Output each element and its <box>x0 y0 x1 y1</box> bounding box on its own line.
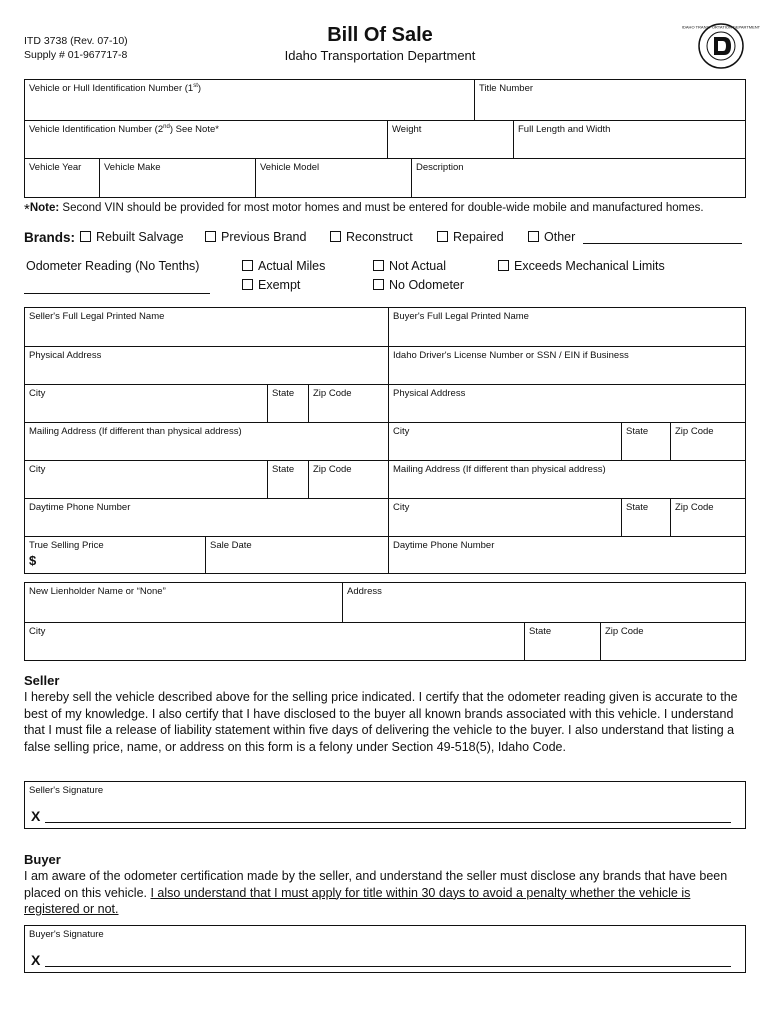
seller-certification-text: I hereby sell the vehicle described above for the selling price indicated. I certify that the odometer reading given is accurate to the best of my knowledge. I also certify that I have disclosed to the buyer all known brands associated with this vehicle. I understand that I must file a release of liability statement within five days of delivering the vehicle to the buyer. I also understand that listing a false selling price, name, or address on this form is a felony under Section 49-518(5), Idaho Code. <box>24 690 738 754</box>
buyer-state-field[interactable] <box>621 422 670 460</box>
checkbox[interactable] <box>528 231 539 242</box>
buyer-mailing-city-field[interactable] <box>388 498 621 536</box>
odo-not-actual[interactable]: Not Actual <box>373 259 446 273</box>
vehicle-make-label: Vehicle Make <box>104 162 161 173</box>
itd-seal-logo <box>681 22 761 70</box>
sale-date-field[interactable] <box>205 536 388 573</box>
seller-state-label: State <box>272 388 295 399</box>
buyer-name-field[interactable] <box>388 308 745 346</box>
second-vin-note: *Note: Second VIN should be provided for most motor homes and must be entered for double-wide mobile and manufactured homes. <box>24 201 704 218</box>
brand-previous-brand[interactable]: Previous Brand <box>205 230 306 244</box>
lienholder-zip-label: Zip Code <box>605 626 644 637</box>
lienholder-city-label: City <box>29 626 46 637</box>
brand-other[interactable]: Other <box>528 230 575 244</box>
seller-mailing-city-label: City <box>29 464 46 475</box>
vehicle-model-field[interactable] <box>255 158 411 197</box>
seller-heading: Seller <box>24 673 60 688</box>
vehicle-make-field[interactable] <box>99 158 255 197</box>
buyer-mailing-zip-field[interactable] <box>670 498 745 536</box>
seller-mailing-state-field[interactable] <box>267 460 308 498</box>
buyer-signature-line[interactable] <box>45 966 731 967</box>
seller-physical-address-field[interactable] <box>25 346 388 384</box>
checkbox[interactable] <box>498 260 509 271</box>
buyer-license-label: Idaho Driver's License Number or SSN / EIN if Business <box>393 350 629 361</box>
seller-signature-label: Seller's Signature <box>29 785 104 796</box>
brand-repaired[interactable]: Repaired <box>437 230 504 244</box>
seller-zip-label: Zip Code <box>313 388 352 399</box>
seller-phone-label: Daytime Phone Number <box>29 502 131 513</box>
seller-mailing-state-label: State <box>272 464 295 475</box>
buyer-certification-text: I am aware of the odometer certification made by the seller, and understand the seller must disclose any brands that have been placed on this vehicle. I also understand that I must apply for title within 30 days to avoid a penalty whether the vehicle is registered or not. <box>24 869 728 916</box>
vehicle-year-field[interactable] <box>25 158 99 197</box>
brand-rebuilt-salvage[interactable]: Rebuilt Salvage <box>80 230 184 244</box>
title-number-field[interactable] <box>474 80 745 120</box>
vin2-field[interactable] <box>25 120 387 158</box>
seller-city-field[interactable] <box>25 384 267 422</box>
buyer-city-label: City <box>393 426 410 437</box>
page-title: Bill Of Sale <box>327 24 433 46</box>
brand-reconstruct[interactable]: Reconstruct <box>330 230 413 244</box>
buyer-phone-label: Daytime Phone Number <box>393 540 495 551</box>
odo-actual-miles[interactable]: Actual Miles <box>242 259 325 273</box>
buyer-zip-field[interactable] <box>670 422 745 460</box>
buyer-mailing-state-label: State <box>626 502 649 513</box>
checkbox[interactable] <box>437 231 448 242</box>
buyer-city-field[interactable] <box>388 422 621 460</box>
buyer-signature-label: Buyer's Signature <box>29 929 104 940</box>
seller-signature-x: X <box>31 808 41 824</box>
buyer-mailing-address-field[interactable] <box>388 460 745 498</box>
buyer-mailing-state-field[interactable] <box>621 498 670 536</box>
lienholder-name-field[interactable] <box>25 583 342 622</box>
weight-label: Weight <box>392 124 422 135</box>
currency-symbol: $ <box>29 553 37 568</box>
lienholder-name-label: New Lienholder Name or “None” <box>29 586 166 597</box>
length-width-field[interactable] <box>513 120 745 158</box>
seller-name-field[interactable] <box>25 308 388 346</box>
buyer-state-label: State <box>626 426 649 437</box>
brands-label: Brands: <box>24 230 76 245</box>
form-id: ITD 3738 (Rev. 07-10) <box>24 35 128 47</box>
buyer-heading: Buyer <box>24 852 61 867</box>
seal-text: IDAHO TRANSPORTATION DEPARTMENT <box>681 24 761 30</box>
seller-name-label: Seller's Full Legal Printed Name <box>29 311 165 322</box>
seller-state-field[interactable] <box>267 384 308 422</box>
buyer-mailing-city-label: City <box>393 502 410 513</box>
buyer-license-field[interactable] <box>388 346 745 384</box>
length-width-label: Full Length and Width <box>518 124 611 135</box>
buyer-zip-label: Zip Code <box>675 426 714 437</box>
odo-exempt[interactable]: Exempt <box>242 278 300 292</box>
seller-phone-field[interactable] <box>25 498 388 536</box>
seller-mailing-zip-field[interactable] <box>308 460 388 498</box>
checkbox[interactable] <box>373 279 384 290</box>
lienholder-state-label: State <box>529 626 552 637</box>
seller-mailing-address-label: Mailing Address (If different than physical address) <box>29 426 242 437</box>
checkbox[interactable] <box>80 231 91 242</box>
buyer-phone-field[interactable] <box>388 536 745 573</box>
buyer-physical-address-label: Physical Address <box>393 388 466 399</box>
checkbox[interactable] <box>373 260 384 271</box>
vehicle-year-label: Vehicle Year <box>29 162 82 173</box>
seller-buyer-grid <box>24 307 746 574</box>
seller-mailing-address-field[interactable] <box>25 422 388 460</box>
lienholder-grid <box>24 582 746 661</box>
vin1-field[interactable] <box>25 80 474 120</box>
odometer-reading-line[interactable] <box>24 293 210 294</box>
buyer-mailing-address-label: Mailing Address (If different than physical address) <box>393 464 606 475</box>
odometer-label: Odometer Reading (No Tenths) <box>26 259 200 273</box>
buyer-physical-address-field[interactable] <box>388 384 745 422</box>
odo-no-odometer[interactable]: No Odometer <box>373 278 464 292</box>
lienholder-city-field[interactable] <box>25 622 524 660</box>
seller-signature-line[interactable] <box>45 822 731 823</box>
sale-date-label: Sale Date <box>210 540 252 551</box>
checkbox[interactable] <box>242 260 253 271</box>
lienholder-address-field[interactable] <box>342 583 745 622</box>
checkbox[interactable] <box>205 231 216 242</box>
description-label: Description <box>416 162 464 173</box>
lienholder-address-label: Address <box>347 586 382 597</box>
checkbox[interactable] <box>330 231 341 242</box>
vin1-label: Vehicle or Hull Identification Number (1st) <box>29 83 202 95</box>
lienholder-state-field[interactable] <box>524 622 600 660</box>
seller-physical-address-label: Physical Address <box>29 350 102 361</box>
odo-exceeds-mechanical-limits[interactable]: Exceeds Mechanical Limits <box>498 259 665 273</box>
buyer-mailing-zip-label: Zip Code <box>675 502 714 513</box>
checkbox[interactable] <box>242 279 253 290</box>
description-field[interactable] <box>411 158 745 197</box>
seller-mailing-city-field[interactable] <box>25 460 267 498</box>
selling-price-label: True Selling Price <box>29 540 104 551</box>
brand-other-line[interactable] <box>583 243 742 244</box>
weight-field[interactable] <box>387 120 513 158</box>
page-subtitle: Idaho Transportation Department <box>284 48 476 63</box>
seller-zip-field[interactable] <box>308 384 388 422</box>
supply-number: Supply # 01-967717-8 <box>24 49 128 61</box>
vin2-label: Vehicle Identification Number (2nd) See Note* <box>29 124 219 136</box>
vehicle-model-label: Vehicle Model <box>260 162 320 173</box>
seller-signature-box[interactable] <box>24 781 746 829</box>
vehicle-info-grid <box>24 79 746 198</box>
seller-mailing-zip-label: Zip Code <box>313 464 352 475</box>
lienholder-zip-field[interactable] <box>600 622 745 660</box>
buyer-signature-box[interactable] <box>24 925 746 973</box>
buyer-signature-x: X <box>31 952 41 968</box>
selling-price-field[interactable] <box>25 536 205 573</box>
seller-city-label: City <box>29 388 46 399</box>
buyer-name-label: Buyer's Full Legal Printed Name <box>393 311 529 322</box>
title-number-label: Title Number <box>479 83 534 94</box>
